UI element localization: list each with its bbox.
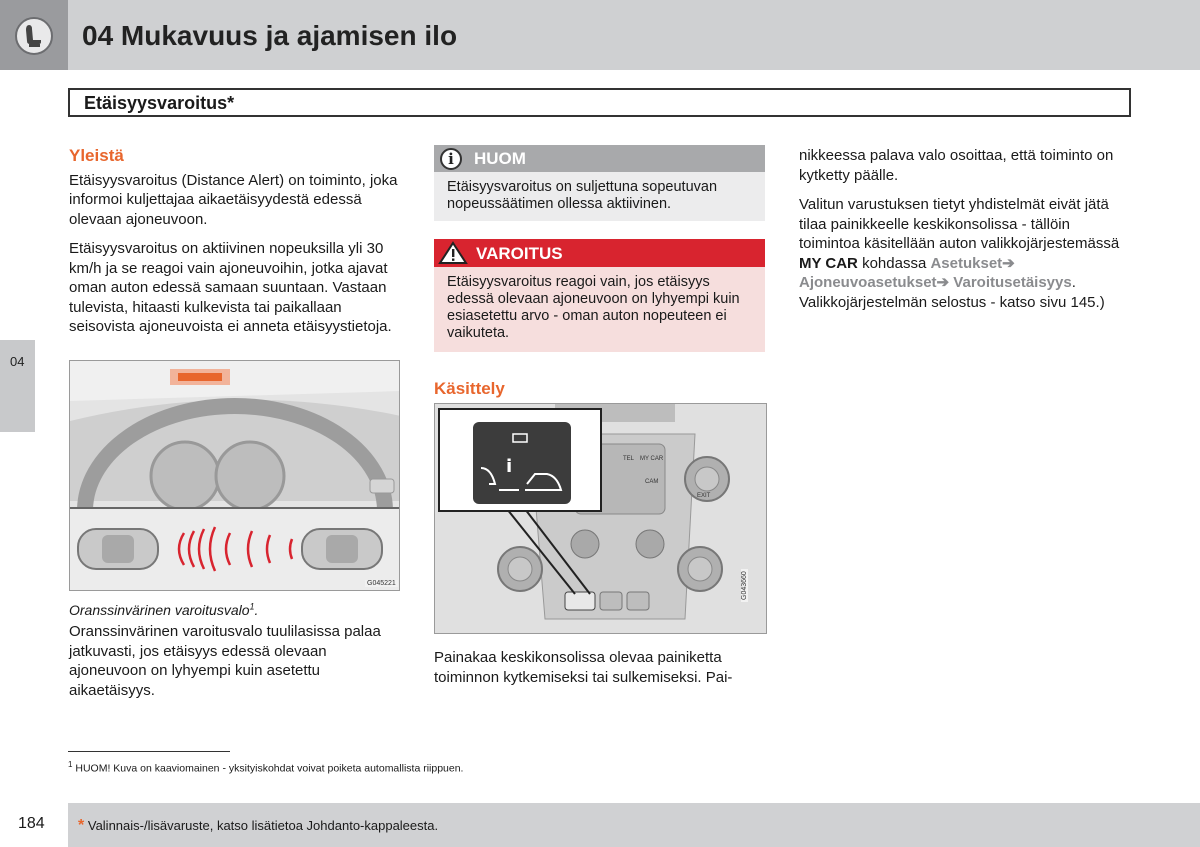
caption-footnote-ref: 1	[249, 601, 255, 611]
figure-code: G045221	[367, 580, 396, 587]
radar-waves	[179, 527, 292, 571]
arrow-right-icon: ➔	[936, 274, 950, 291]
chapter-side-tab	[0, 340, 35, 432]
caption-text: Oranssinvärinen varoitusvalo	[69, 601, 250, 618]
paragraph-light-indicator: nikkeessa palava valo osoittaa, että toiminto on kytketty päälle.	[799, 147, 1114, 184]
menu-path-warning-distance: Varoitusetäisyys	[953, 274, 1072, 291]
console-label-exit: EXIT	[697, 493, 711, 499]
paragraph-menu-setting	[799, 195, 1134, 312]
footnote-number: 1	[68, 760, 73, 769]
seat-icon	[15, 17, 53, 55]
footer-note	[78, 817, 438, 835]
footer-text: Valinnais-/lisävaruste, katso lisätietoa Johdanto-kappaleesta.	[87, 818, 439, 833]
menu-path-vehicle-settings: Ajoneuvoasetukset	[799, 274, 937, 291]
warning-text: Etäisyysvaroitus reagoi vain, jos etäisyys edessä olevaan ajoneuvoon on lyhyempi kuin esiasetettu arvo - oman auton nopeuteen ei vaikuteta.	[447, 274, 740, 341]
heading-handling-wrap	[434, 379, 765, 404]
warning-header	[434, 239, 765, 267]
dashboard-illustration	[69, 360, 400, 591]
console-label-cam: CAM	[645, 479, 659, 485]
svg-text:i: i	[506, 456, 513, 477]
heading-handling: Käsittely	[434, 379, 505, 398]
arrow-right-icon: ➔	[1002, 254, 1015, 272]
paragraph-warning-light: Oranssinvärinen varoitusvalo tuulilasissa palaa jatkuvasti, jos etäisyys edessä olevaan ajoneuvoon on lyhyempi kuin asetettu aikaetäisyys.	[69, 623, 381, 699]
chapter-icon-box	[0, 0, 68, 70]
menu-text-c: . Valikkojärjestelmän selostus - katso sivu 145.)	[799, 274, 1105, 311]
paragraph-activation: Etäisyysvaroitus on aktiivinen nopeuksilla yli 30 km/h ja se reagoi vain ajoneuvoihin, jotka ajavat oman auton edessä samaan suuntaan. Vastaan tulevista, hitaasti kulkevista tai paikallaan seisovista ajoneuvoista ei anneta etäisyystietoja.	[69, 240, 392, 335]
menu-text-a: Valitun varustuksen tietyt yhdistelmät eivät jätä tilaa painikkeelle keskikonsolissa - tällöin toimintoa käsitellään auton valikkojärjestemässä	[799, 196, 1120, 252]
chapter-header	[0, 0, 1200, 70]
note-text: Etäisyysvaroitus on suljettuna sopeutuvan nopeussäätimen ollessa aktiivinen.	[447, 179, 718, 212]
warning-box	[434, 239, 765, 352]
section-title: Etäisyysvaroitus*	[84, 93, 235, 113]
page-number: 184	[18, 815, 45, 832]
figure-caption	[69, 597, 399, 620]
side-tab-label: 04	[10, 354, 25, 369]
front-car-icon	[302, 529, 382, 569]
column-1	[69, 146, 399, 347]
footnote	[68, 760, 463, 775]
console-label-mycar: MY CAR	[640, 456, 664, 462]
note-box	[434, 145, 765, 221]
console-label-tel: TEL	[623, 456, 635, 462]
rear-car-icon	[78, 529, 158, 569]
info-icon: i	[440, 148, 462, 170]
distance-inset	[70, 507, 400, 591]
cars-distance-drawing	[70, 509, 400, 591]
warning-title: VAROITUS	[476, 244, 563, 263]
menu-path-settings: Asetukset	[930, 254, 1003, 272]
chapter-title: 04 Mukavuus ja ajamisen ilo	[82, 20, 458, 51]
console-drawing	[435, 404, 767, 634]
section-title-box	[68, 88, 1131, 117]
paragraph-intro: Etäisyysvaroitus (Distance Alert) on toiminto, joka informoi kuljettajaa aikaetäisyydestä edessä olevaan ajoneuvoon.	[69, 171, 398, 228]
warning-triangle-icon	[438, 241, 468, 265]
menu-text-b: kohdassa	[862, 254, 927, 272]
note-title: HUOM	[474, 149, 526, 168]
column-3	[799, 146, 1134, 322]
center-console-illustration	[434, 403, 767, 634]
caption-end: .	[254, 601, 259, 618]
my-car-label: MY CAR	[799, 254, 858, 272]
heading-general: Yleistä	[69, 146, 124, 165]
footnote-text: HUOM! Kuva on kaaviomainen - yksityiskohdat voivat poiketa automallista riippuen.	[75, 762, 464, 775]
optional-star: *	[78, 817, 85, 834]
figure-code-2: G043660	[741, 571, 748, 600]
paragraph-press-button: Painakaa keskikonsolissa olevaa painiketta toiminnon kytkemiseksi tai sulkemiseksi. Pai-	[434, 649, 733, 686]
footnote-rule	[68, 751, 230, 752]
note-header	[434, 145, 765, 172]
